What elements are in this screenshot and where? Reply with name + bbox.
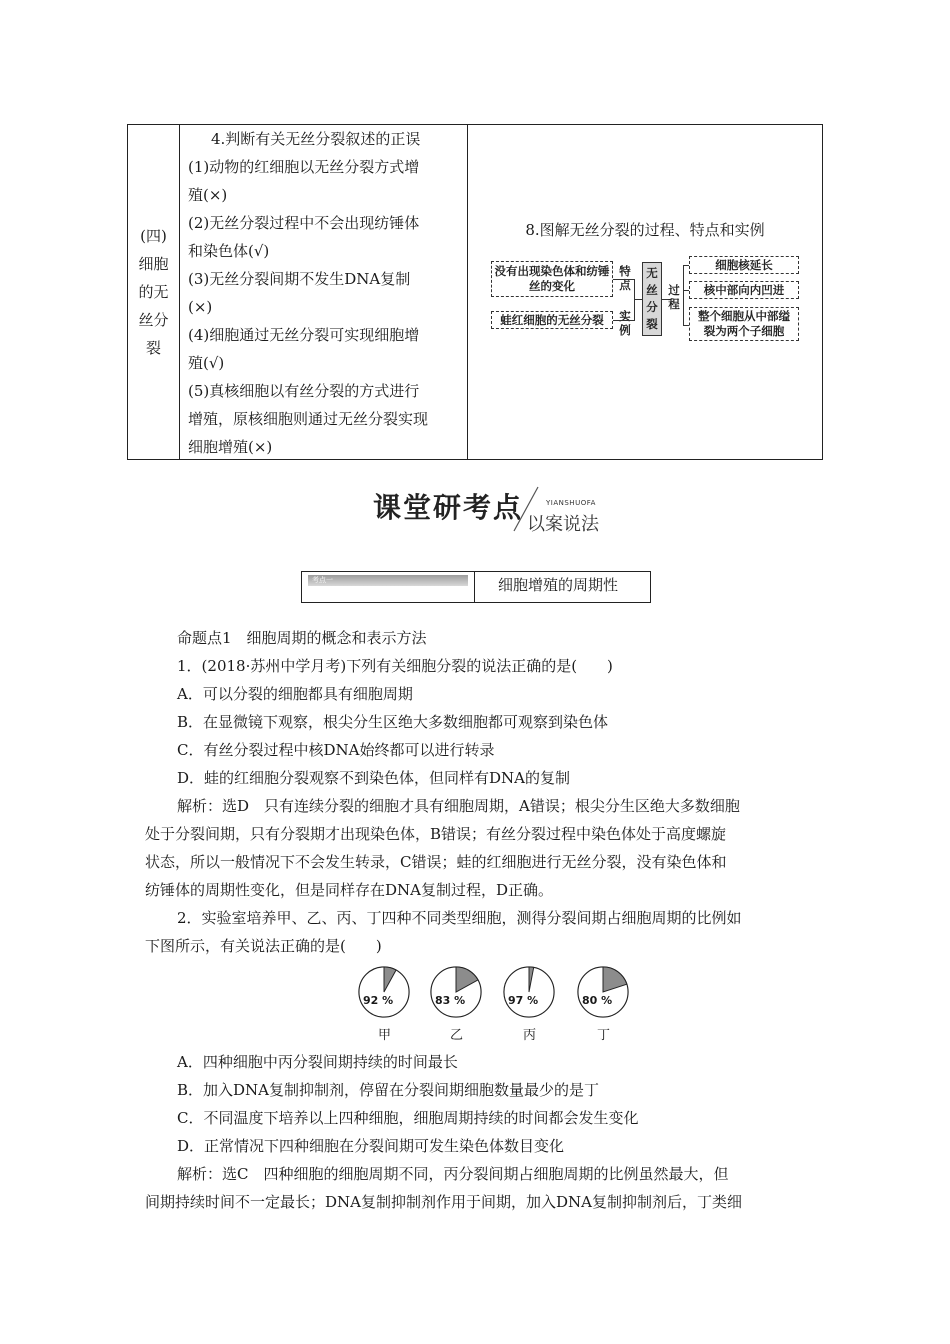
banner-pinyin: YIANSHUOFA <box>546 499 596 507</box>
question-option: D．正常情况下四种细胞在分裂间期可发生染色体数目变化 <box>177 1137 565 1155</box>
question-stem: 1．(2018·苏州中学月考)下列有关细胞分裂的说法正确的是( ) <box>177 657 613 675</box>
judgement-line: (3)无丝分裂间期不发生DNA复制 <box>188 270 411 288</box>
table-divider <box>179 125 180 459</box>
pie-category-label: 丙 <box>523 1028 537 1043</box>
table-left-label <box>128 125 179 459</box>
summary-table <box>127 124 823 460</box>
analysis-line: 纺锤体的周期性变化，但是同样存在DNA复制过程，D正确。 <box>145 881 554 899</box>
pie-category-label: 乙 <box>450 1028 464 1043</box>
judgement-line: 增殖，原核细胞则通过无丝分裂实现 <box>188 410 429 428</box>
diagram-connector <box>613 320 634 321</box>
question-option: C．有丝分裂过程中核DNA始终都可以进行转录 <box>177 741 495 759</box>
pie-category-label: 丁 <box>597 1028 611 1043</box>
proposition-heading: 命题点1 细胞周期的概念和表示方法 <box>177 629 427 647</box>
example-box: 蛙红细胞的无丝分裂 <box>491 311 613 329</box>
judgement-line: 殖(√) <box>188 354 225 372</box>
section-header <box>301 571 651 603</box>
pie-value-label: 92 % <box>363 994 394 1007</box>
question-option: C．不同温度下培养以上四种细胞，细胞周期持续的时间都会发生变化 <box>177 1109 639 1127</box>
judgement-line: 和染色体(√) <box>188 242 270 260</box>
diagram-title: 8.图解无丝分裂的过程、特点和实例 <box>525 221 765 239</box>
question-option: A．可以分裂的细胞都具有细胞周期 <box>177 685 413 703</box>
analysis-line: 处于分裂间期，只有分裂期才出现染色体，B错误；有丝分裂过程中染色体处于高度螺旋 <box>145 825 727 843</box>
diagram-connector <box>613 279 634 280</box>
pie-value-label: 97 % <box>508 994 539 1007</box>
section-tag-bar <box>308 575 468 586</box>
table-right-cell <box>468 125 822 459</box>
question-stem: 2．实验室培养甲、乙、丙、丁四种不同类型细胞，测得分裂间期占细胞周期的比例如 <box>177 909 742 927</box>
banner-title: 课堂研考点 <box>373 491 524 524</box>
section-divider <box>474 572 475 602</box>
pie-chart-1 <box>357 965 411 1019</box>
process-step: 细胞核延长 <box>689 256 799 274</box>
diagram-connector <box>634 299 642 300</box>
section-tag: 考点一 <box>312 576 333 584</box>
analysis-line: 间期持续时间不一定最长；DNA复制抑制剂作用于间期，加入DNA复制抑制剂后，丁类细 <box>145 1193 742 1211</box>
diagram-connector <box>683 265 684 325</box>
judgement-line: 4.判断有关无丝分裂叙述的正误 <box>196 130 421 148</box>
diagram-connector <box>634 279 635 321</box>
analysis-line: 解析：选D 只有连续分裂的细胞才具有细胞周期，A错误；根尖分生区绝大多数细胞 <box>177 797 740 815</box>
judgement-line: (2)无丝分裂过程中不会出现纺锤体 <box>188 214 420 232</box>
pie-chart-2 <box>429 965 483 1019</box>
left-label-line: 细胞 <box>138 255 169 273</box>
left-label-line: 丝分 <box>138 311 169 329</box>
feature-label: 特点 <box>619 264 631 292</box>
left-label-line: (四) <box>140 227 167 245</box>
judgement-line: 殖(×) <box>188 186 228 204</box>
center-box: 无丝分裂 <box>642 262 662 336</box>
analysis-line: 状态，所以一般情况下不会发生转录，C错误；蛙的红细胞进行无丝分裂，没有染色体和 <box>145 853 727 871</box>
question-option: B．在显微镜下观察，根尖分生区绝大多数细胞都可观察到染色体 <box>177 713 609 731</box>
question-option: D．蛙的红细胞分裂观察不到染色体，但同样有DNA的复制 <box>177 769 571 787</box>
pie-value-label: 83 % <box>435 994 466 1007</box>
example-label: 实例 <box>619 309 631 337</box>
judgement-line: (4)细胞通过无丝分裂可实现细胞增 <box>188 326 420 344</box>
judgement-line: (5)真核细胞以有丝分裂的方式进行 <box>188 382 420 400</box>
process-step: 核中部向内凹进 <box>689 281 799 299</box>
pie-value-label: 80 % <box>582 994 613 1007</box>
question-option: B．加入DNA复制抑制剂，停留在分裂间期细胞数量最少的是丁 <box>177 1081 600 1099</box>
feature-box: 没有出现染色体和纺锤丝的变化 <box>491 261 613 297</box>
analysis-line: 解析：选C 四种细胞的细胞周期不同，丙分裂间期占细胞周期的比例虽然最大，但 <box>177 1165 729 1183</box>
judgement-line: 细胞增殖(×) <box>188 438 273 456</box>
section-title: 细胞增殖的周期性 <box>498 576 619 594</box>
process-step: 整个细胞从中部缢裂为两个子细胞 <box>689 307 799 341</box>
pie-chart-4 <box>576 965 630 1019</box>
left-label-line: 裂 <box>145 339 161 357</box>
judgement-line: (×) <box>188 298 213 316</box>
pie-category-label: 甲 <box>378 1028 392 1043</box>
table-middle-cell <box>188 125 468 461</box>
question-stem: 下图所示，有关说法正确的是( ) <box>145 937 382 955</box>
left-label-line: 的无 <box>138 283 169 301</box>
banner-subtitle: 以案说法 <box>527 514 599 535</box>
judgement-line: (1)动物的红细胞以无丝分裂方式增 <box>188 158 420 176</box>
process-label: 过程 <box>668 283 680 311</box>
pie-chart-3 <box>502 965 556 1019</box>
question-option: A．四种细胞中丙分裂间期持续的时间最长 <box>177 1053 458 1071</box>
